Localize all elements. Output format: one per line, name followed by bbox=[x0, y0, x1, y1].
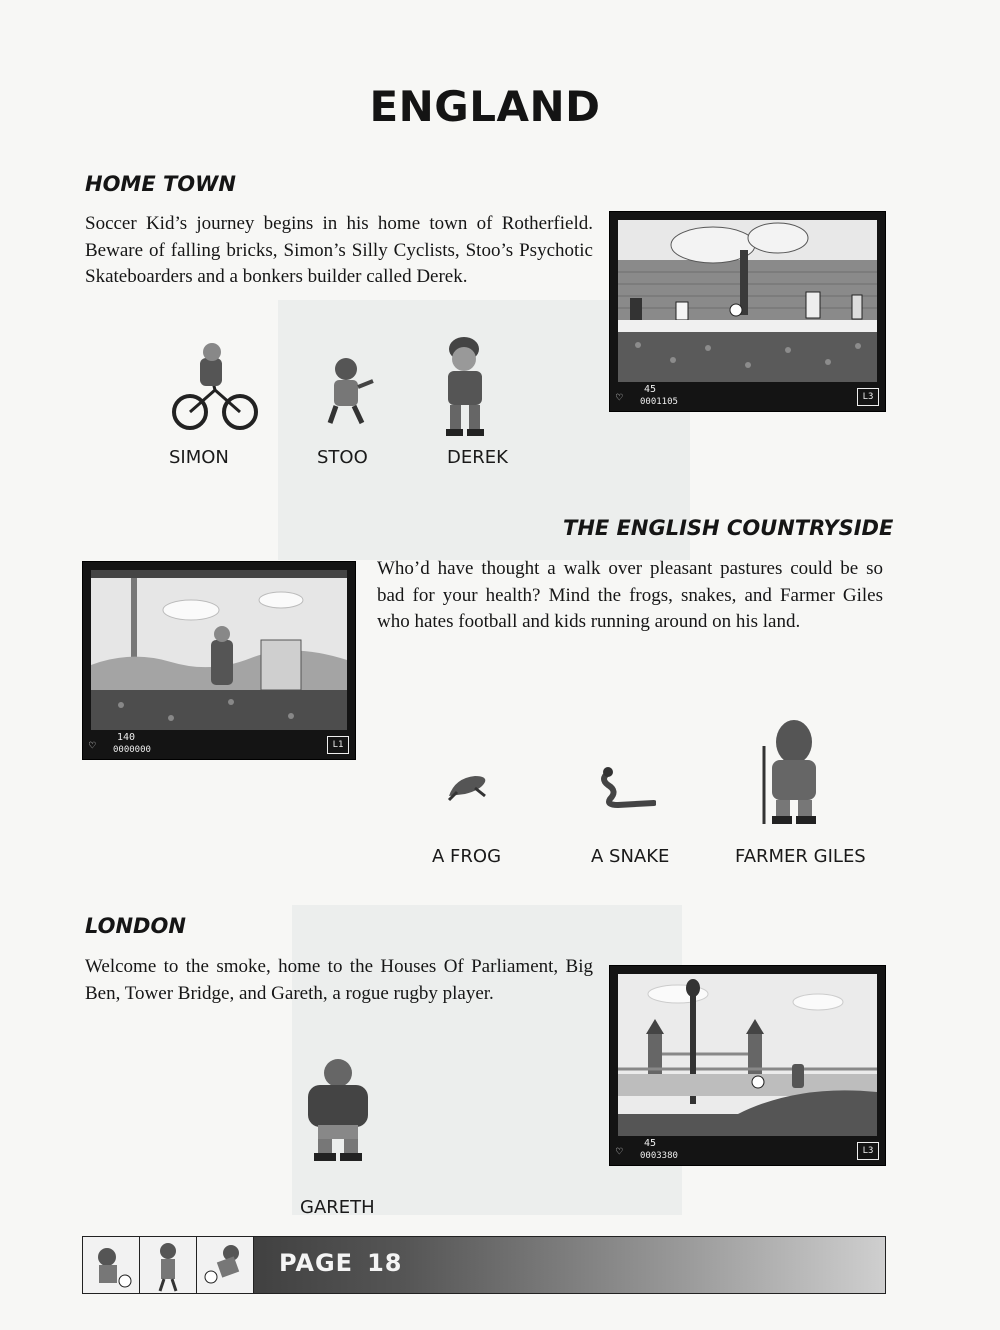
game-hud bbox=[614, 384, 881, 408]
london-scene bbox=[618, 974, 877, 1136]
character-label-gareth: GARETH bbox=[300, 1197, 375, 1218]
page-number-value: 18 bbox=[367, 1249, 403, 1277]
home-town-screenshot bbox=[609, 211, 886, 412]
page-label: PAGE bbox=[279, 1249, 354, 1277]
character-label-frog: A FROG bbox=[432, 846, 502, 867]
character-label-simon: SIMON bbox=[169, 447, 229, 468]
character-label-stoo: STOO bbox=[317, 447, 368, 468]
simon-cyclist-sprite bbox=[170, 340, 260, 435]
section-heading-countryside: THE ENGLISH COUNTRYSIDE bbox=[563, 516, 894, 540]
footer-thumbnail-2 bbox=[140, 1237, 197, 1293]
hud-counter: 45 bbox=[644, 384, 657, 395]
frog-sprite bbox=[445, 768, 490, 803]
home-town-scene bbox=[618, 220, 877, 382]
hud-counter: 140 bbox=[117, 732, 136, 743]
page-title: ENGLAND bbox=[369, 82, 601, 131]
game-hud bbox=[87, 732, 351, 756]
lives-icon: ♡ bbox=[616, 1145, 623, 1158]
home-town-text: Soccer Kid’s journey begins in his home town of Rotherfield. Beware of falling bricks, Simon’s Silly Cyclists, Stoo’s Psychotic Skateboarders and a bonkers builder called Derek. bbox=[85, 213, 593, 287]
character-label-derek: DEREK bbox=[447, 447, 508, 468]
hud-score: 0003380 bbox=[640, 1151, 678, 1161]
countryside-text: Who’d have thought a walk over pleasant pastures could be so bad for your health? Mind the frogs, snakes, and Farmer Giles who hates football and kids running around on his land. bbox=[377, 558, 883, 632]
character-label-farmer-giles: FARMER GILES bbox=[735, 846, 866, 867]
farmer-giles-sprite bbox=[752, 716, 834, 828]
london-text: Welcome to the smoke, home to the Houses Of Parliament, Big Ben, Tower Bridge, and Gareth, a rogue rugby player. bbox=[85, 956, 593, 1004]
section-heading-london: LONDON bbox=[85, 914, 186, 938]
hud-score: 0000000 bbox=[113, 745, 151, 755]
lives-icon: ♡ bbox=[89, 739, 96, 752]
snake-sprite bbox=[596, 765, 656, 810]
level-badge: L1 bbox=[327, 736, 349, 754]
london-screenshot bbox=[609, 965, 886, 1166]
hud-score: 0001105 bbox=[640, 397, 678, 407]
lives-icon: ♡ bbox=[616, 391, 623, 404]
soccer-kid-icon bbox=[140, 1237, 196, 1293]
level-badge: L3 bbox=[857, 388, 879, 406]
footer-thumbnail-3 bbox=[197, 1237, 254, 1293]
character-label-snake: A SNAKE bbox=[591, 846, 670, 867]
footer-thumbnail-1 bbox=[83, 1237, 140, 1293]
countryside-screenshot bbox=[82, 561, 356, 760]
level-badge: L3 bbox=[857, 1142, 879, 1160]
countryside-scene bbox=[91, 570, 347, 730]
section-heading-home-town: HOME TOWN bbox=[85, 172, 236, 196]
hud-counter: 45 bbox=[644, 1138, 657, 1149]
soccer-kid-icon bbox=[83, 1237, 139, 1293]
page-number bbox=[279, 1249, 402, 1277]
gareth-rugby-sprite bbox=[296, 1055, 380, 1163]
game-hud bbox=[614, 1138, 881, 1162]
stoo-skateboarder-sprite bbox=[318, 355, 378, 430]
soccer-kid-icon bbox=[197, 1237, 253, 1293]
derek-builder-sprite bbox=[432, 335, 497, 440]
page-footer bbox=[82, 1236, 886, 1294]
